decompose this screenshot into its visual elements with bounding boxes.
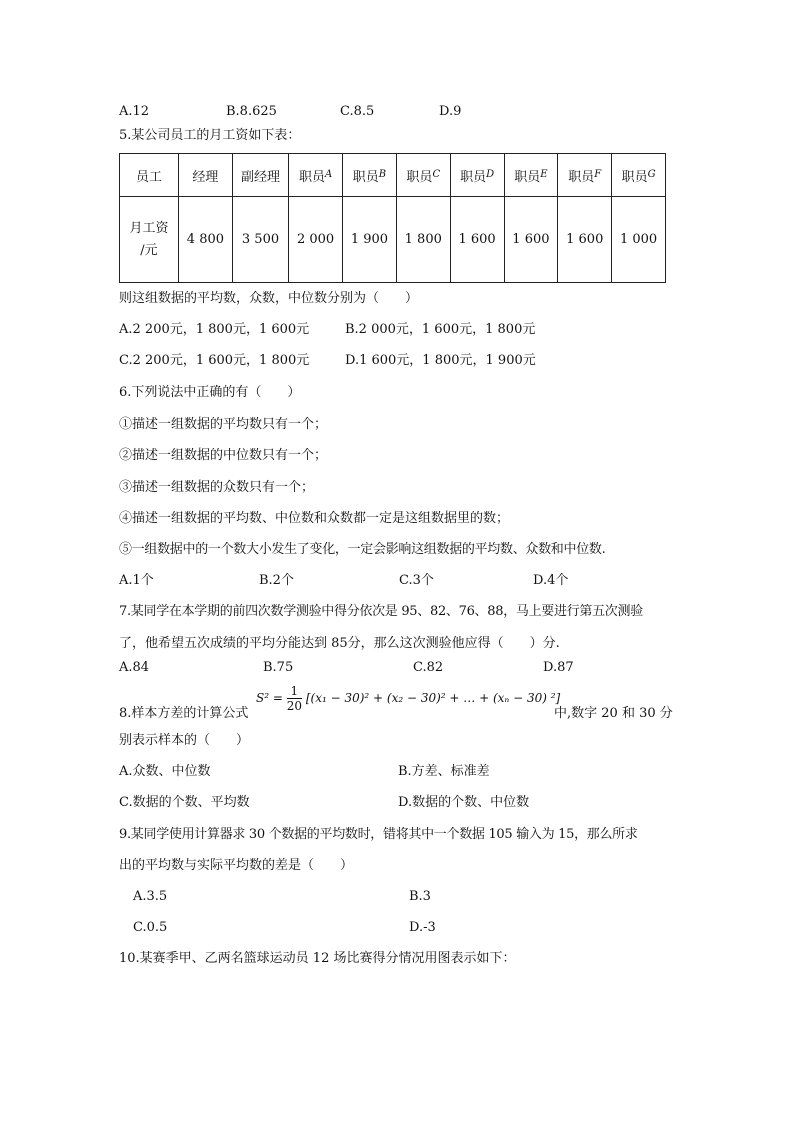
q7-option-c: C.82: [413, 660, 444, 675]
q6-stem: 6.下列说法中正确的有（ ）: [119, 385, 301, 400]
fraction-denominator: 20: [286, 699, 303, 713]
value-cell: 3 500: [232, 197, 288, 283]
table-row: [120, 154, 666, 197]
q7-line-1: 7.某同学在本学期的前四次数学测验中得分依次是 95、82、76、88，马上要进行第五次测验: [119, 604, 643, 619]
header-cell: 职员$^C$: [396, 154, 450, 197]
header-cell: 副经理: [232, 154, 288, 197]
value-cell: 1 900: [343, 197, 397, 283]
formula-rhs: [(x₁ − 30)² + (x₂ − 30)² + … + (xₙ − 30) ²]: [305, 691, 561, 705]
value-cell: 4 800: [179, 197, 233, 283]
q8-option-c: C.数据的个数、平均数: [119, 795, 250, 810]
q8-suffix: 中,数字 20 和 30 分: [554, 706, 673, 721]
q9-option-a: A.3.5: [133, 889, 168, 904]
value-cell: 1 000: [612, 197, 666, 283]
header-cell: 职员$^A$: [289, 154, 343, 197]
q8-option-b: B.方差、标准差: [398, 764, 490, 779]
q9-option-d: D.-3: [409, 920, 436, 935]
header-cell: 职员$^F$: [558, 154, 612, 197]
q6-item-1: ①描述一组数据的平均数只有一个；: [119, 417, 328, 432]
q6-option-b: B.2个: [259, 573, 294, 588]
row-label-wage: 月工资 /元: [120, 197, 179, 283]
q7-option-b: B.75: [263, 660, 294, 675]
header-cell: 职员$^B$: [343, 154, 397, 197]
q9-option-b: B.3: [409, 889, 431, 904]
header-cell: 职员$^D$: [450, 154, 504, 197]
table-row: [120, 197, 666, 283]
q8-prefix: 8.样本方差的计算公式: [119, 706, 249, 721]
q6-option-c: C.3个: [399, 573, 434, 588]
q6-option-d: D.4个: [533, 573, 569, 588]
q4-option-c: C.8.5: [340, 104, 375, 119]
value-cell: 1 800: [396, 197, 450, 283]
value-cell: 2 000: [289, 197, 343, 283]
q7-line-2: 了，他希望五次成绩的平均分能达到 85分，那么这次测验他应得（ ）分.: [119, 636, 560, 651]
q6-item-4: ④描述一组数据的平均数、中位数和众数都一定是这组数据里的数；: [119, 511, 510, 526]
q7-option-a: A.84: [119, 660, 150, 675]
q5-option-a: A.2 200元，1 800元，1 600元: [119, 322, 310, 337]
q5-stem: 5.某公司员工的月工资如下表：: [119, 128, 301, 143]
q9-line-2: 出的平均数与实际平均数的差是（ ）: [119, 858, 354, 873]
q8-option-d: D.数据的个数、中位数: [398, 795, 530, 810]
q5-option-c: C.2 200元，1 600元，1 800元: [119, 353, 310, 368]
q6-item-3: ③描述一组数据的众数只有一个；: [119, 480, 315, 495]
q4-option-b: B.8.625: [226, 104, 277, 119]
formula-fraction: [287, 684, 302, 713]
q8-option-a: A.众数、中位数: [119, 764, 211, 779]
q5-question: 则这组数据的平均数，众数，中位数分别为（ ）: [119, 291, 419, 306]
header-cell: 经理: [179, 154, 233, 197]
variance-formula: [256, 684, 560, 713]
q10-stem: 10.某赛季甲、乙两名篮球运动员 12 场比赛得分情况用图表示如下：: [119, 951, 516, 966]
q6-option-a: A.1个: [119, 573, 154, 588]
q4-option-a: A.12: [119, 104, 150, 119]
q5-option-b: B.2 000元，1 600元，1 800元: [345, 322, 536, 337]
fraction-numerator: 1: [287, 684, 302, 699]
row-label-employee: 员工: [120, 154, 179, 197]
q6-item-5: ⑤一组数据中的一个数大小发生了变化，一定会影响这组数据的平均数、众数和中位数.: [119, 542, 606, 557]
q9-option-c: C.0.5: [133, 920, 168, 935]
q4-option-d: D.9: [439, 104, 462, 119]
value-cell: 1 600: [450, 197, 504, 283]
q9-line-1: 9.某同学使用计算器求 30 个数据的平均数时，错将其中一个数据 105 输入为 15，那么所求: [119, 827, 638, 842]
formula-lhs: S² =: [256, 691, 283, 705]
q7-option-d: D.87: [543, 660, 574, 675]
value-cell: 1 600: [558, 197, 612, 283]
value-cell: 1 600: [504, 197, 558, 283]
q8-line-2: 别表示样本的（ ）: [119, 733, 250, 748]
q5-option-d: D.1 600元，1 800元，1 900元: [345, 353, 536, 368]
wage-table: [119, 153, 666, 283]
header-cell: 职员$^E$: [504, 154, 558, 197]
q6-item-2: ②描述一组数据的中位数只有一个；: [119, 448, 328, 463]
header-cell: 职员$^G$: [612, 154, 666, 197]
